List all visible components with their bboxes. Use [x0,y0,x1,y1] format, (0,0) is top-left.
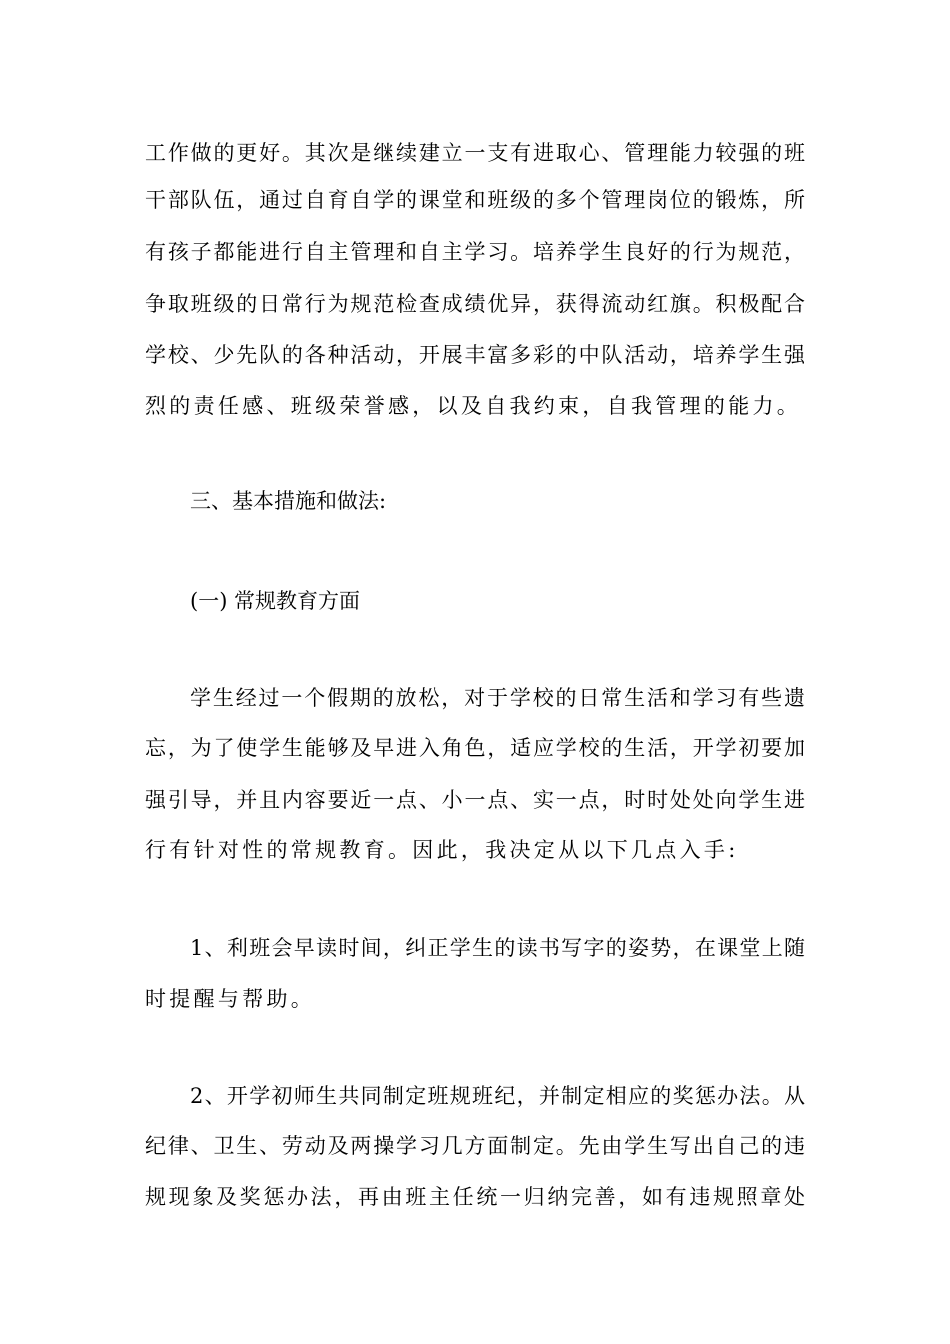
item-2-line-1: 2、开学初师生共同制定班规班纪，并制定相应的奖惩办法。从 [190,1084,805,1108]
section-heading: 三、基本措施和做法: [190,489,387,513]
paragraph-1-line-6: 烈的责任感、班级荣誉感，以及自我约束，自我管理的能力。 [145,394,802,418]
paragraph-1-line-2: 干部队伍，通过自育自学的课堂和班级的多个管理岗位的锻炼，所 [145,188,805,212]
paragraph-2-line-3: 强引导，并且内容要近一点、小一点、实一点，时时处处向学生进 [145,788,805,812]
item-1-line-1: 1、利班会早读时间，纠正学生的读书写字的姿势，在课堂上随 [190,936,805,960]
item-2-line-2: 纪律、卫生、劳动及两操学习几方面制定。先由学生写出自己的违 [145,1134,805,1158]
paragraph-1-line-5: 学校、少先队的各种活动，开展丰富多彩的中队活动，培养学生强 [145,343,805,367]
item-1-line-2: 时提醒与帮助。 [145,987,316,1011]
paragraph-2-line-4: 行有针对性的常规教育。因此，我决定从以下几点入手: [145,838,739,862]
item-2-line-3: 规现象及奖惩办法，再由班主任统一归纳完善，如有违规照章处 [145,1185,805,1209]
paragraph-1-line-3: 有孩子都能进行自主管理和自主学习。培养学生良好的行为规范， [145,240,805,264]
paragraph-2-line-2: 忘，为了使学生能够及早进入角色，适应学校的生活，开学初要加 [145,736,805,760]
paragraph-1-line-1: 工作做的更好。其次是继续建立一支有进取心、管理能力较强的班 [145,141,805,165]
paragraph-1-line-4: 争取班级的日常行为规范检查成绩优异，获得流动红旗。积极配合 [145,292,805,316]
subsection-heading: (一) 常规教育方面 [190,589,361,613]
paragraph-2-line-1: 学生经过一个假期的放松，对于学校的日常生活和学习有些遗 [190,686,805,710]
